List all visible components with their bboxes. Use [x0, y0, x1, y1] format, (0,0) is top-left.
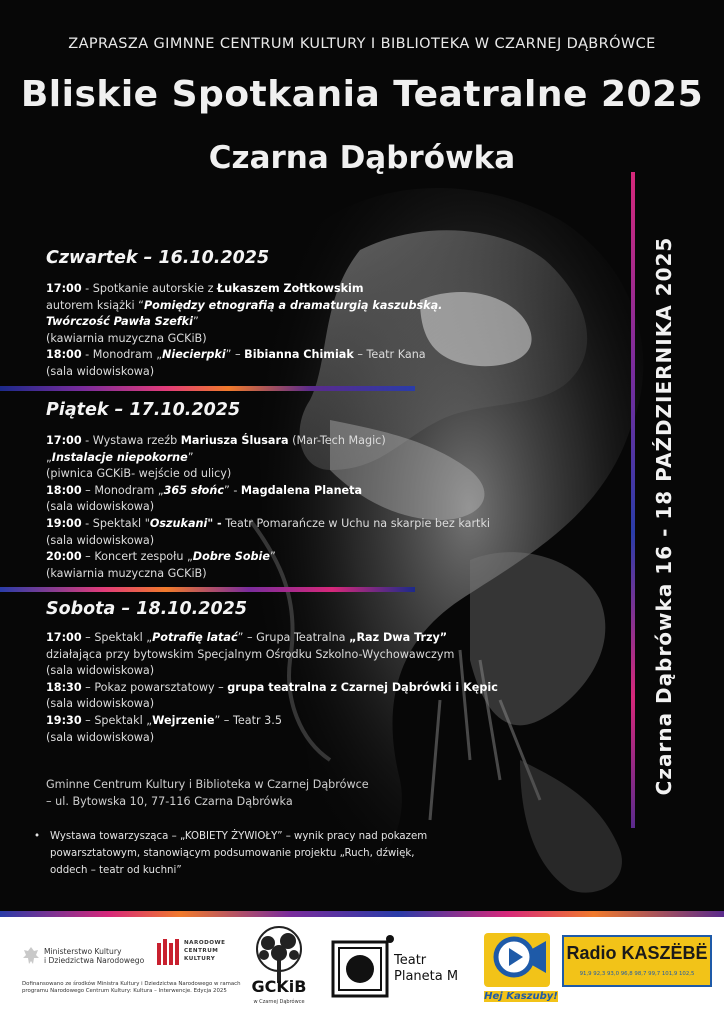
- sponsors-footer: [0, 917, 724, 1024]
- event-line: działająca przy bytowskim Specjalnym Ośrodku Szkolno-Wychowawczym: [46, 647, 455, 661]
- event-line: (sala widowiskowa): [46, 697, 155, 711]
- funding-note: [22, 981, 252, 995]
- event-line: 18:30 – Pokaz powarsztatowy – grupa teatralna z Czarnej Dąbrówki i Kępic: [46, 680, 498, 694]
- event-line: (kawiarnia muzyczna GCKiB): [46, 566, 207, 580]
- event-line: (sala widowiskowa): [46, 730, 155, 744]
- event-line: 17:00 – Spektakl „Potrafię latać” – Grupa Teatralna „Raz Dwa Trzy”: [46, 631, 448, 644]
- event-line: Twórczość Pawła Szefki”: [46, 315, 199, 329]
- vertical-accent-line: [631, 172, 635, 828]
- nck-text: NARODOWE: [184, 940, 226, 946]
- funding-line: Dofinansowano ze środków Ministra Kultury i Dziedzictwa Narodowego w ramach: [22, 981, 241, 987]
- gckib-logo: [244, 925, 314, 1017]
- decorative-stripe: [0, 386, 415, 391]
- nck-crown-icon: [156, 939, 180, 967]
- day-heading-thursday: Czwartek – 16.10.2025: [46, 248, 270, 268]
- gckib-name: GCKiB: [251, 977, 307, 996]
- event-line: (sala widowiskowa): [46, 533, 155, 547]
- gckib-subtitle: w Czarnej Dąbrówce: [253, 999, 305, 1005]
- video-camera-icon: [484, 929, 558, 991]
- event-line: 19:30 – Spektakl „Wejrzenie” – Teatr 3.5: [46, 713, 282, 727]
- event-line: 18:00 - Monodram „Niecierpki” – Bibianna Chimiak – Teatr Kana: [46, 348, 426, 362]
- event-line: (sala widowiskowa): [46, 664, 155, 678]
- event-line: 17:00 - Wystawa rzeźb Mariusza Ślusara (Mar-Tech Magic): [46, 434, 386, 447]
- event-line: (kawiarnia muzyczna GCKiB): [46, 331, 207, 345]
- event-line: 17:00 - Spotkanie autorskie z Łukaszem Zołtkowskim: [46, 282, 364, 295]
- eagle-emblem-icon: [22, 945, 40, 967]
- event-line: autorem książki “Pomiędzy etnografią a dramaturgią kaszubską.: [46, 298, 443, 312]
- address-line: Gminne Centrum Kultury i Biblioteka w Czarnej Dąbrówce: [46, 778, 369, 791]
- radio-kaszebe-logo: [562, 935, 712, 987]
- event-line: 18:00 – Monodram „365 słońc” - Magdalena Planeta: [46, 483, 363, 497]
- ministry-name: Ministerstwo Kultury: [44, 947, 122, 956]
- venue-address: [46, 776, 369, 810]
- day-heading-friday: Piątek – 17.10.2025: [46, 400, 241, 420]
- event-line: 20:00 – Koncert zespołu „Dobre Sobie”: [46, 550, 276, 564]
- teatr-name: Planeta M: [394, 969, 459, 984]
- event-line: (piwnica GCKiB- wejście od ulicy): [46, 467, 232, 481]
- organizer-invite: ZAPRASZA GIMNNE CENTRUM KULTURY I BIBLIOTEKA W CZARNEJ DĄBRÓWCE: [68, 36, 656, 52]
- festival-dates-vertical: Czarna Dąbrówka 16 - 18 PAŹDZIERNIKA 2025: [652, 236, 676, 796]
- radio-frequencies: 91,9 92,3 93,0 96,8 98,7 99,7 101,9 102,5: [579, 971, 695, 977]
- note-text: Wystawa towarzysząca – „KOBIETY ŻYWIOŁY” – wynik pracy nad pokazem powarsztatowym, stanowiącym podsumowanie projektu „Ruch, dźwięk, oddech – teatr od kuchni”: [50, 831, 428, 876]
- poster-subtitle: Czarna Dąbrówka: [208, 140, 516, 176]
- radio-name: Radio KASZËBË: [566, 943, 708, 963]
- accompanying-exhibition-note: [34, 828, 454, 879]
- decorative-stripe: [0, 587, 415, 592]
- hej-kaszuby-text: Hej Kaszuby!: [484, 991, 558, 1002]
- teatr-name: Teatr: [394, 953, 427, 968]
- event-line: „Instalacje niepokorne”: [46, 450, 194, 464]
- events-friday: [46, 433, 516, 582]
- events-thursday: [46, 281, 516, 381]
- event-line: (sala widowiskowa): [46, 500, 155, 514]
- day-heading-saturday: Sobota – 18.10.2025: [46, 599, 247, 619]
- hej-kaszuby-logo: [484, 929, 558, 1013]
- event-line: (sala widowiskowa): [46, 364, 155, 378]
- address-line: – ul. Bytowska 10, 77-116 Czarna Dąbrówka: [46, 795, 293, 808]
- nck-text: KULTURY: [184, 956, 216, 962]
- poster-title: Bliskie Spotkania Teatralne 2025: [20, 74, 704, 115]
- event-line: 19:00 - Spektakl "Oszukani" - Teatr Pomarańcze w Uchu na skarpie bez kartki: [46, 516, 491, 530]
- planet-square-icon: [330, 935, 394, 999]
- events-saturday: [46, 630, 516, 746]
- teatr-planeta-logo: [330, 931, 460, 1007]
- funding-line: programu Narodowego Centrum Kultury: Kultura – Interwencje. Edycja 2025: [22, 988, 227, 994]
- bullet: •: [34, 831, 41, 842]
- ministry-name: i Dziedzictwa Narodowego: [44, 956, 145, 965]
- nck-text: CENTRUM: [184, 948, 219, 954]
